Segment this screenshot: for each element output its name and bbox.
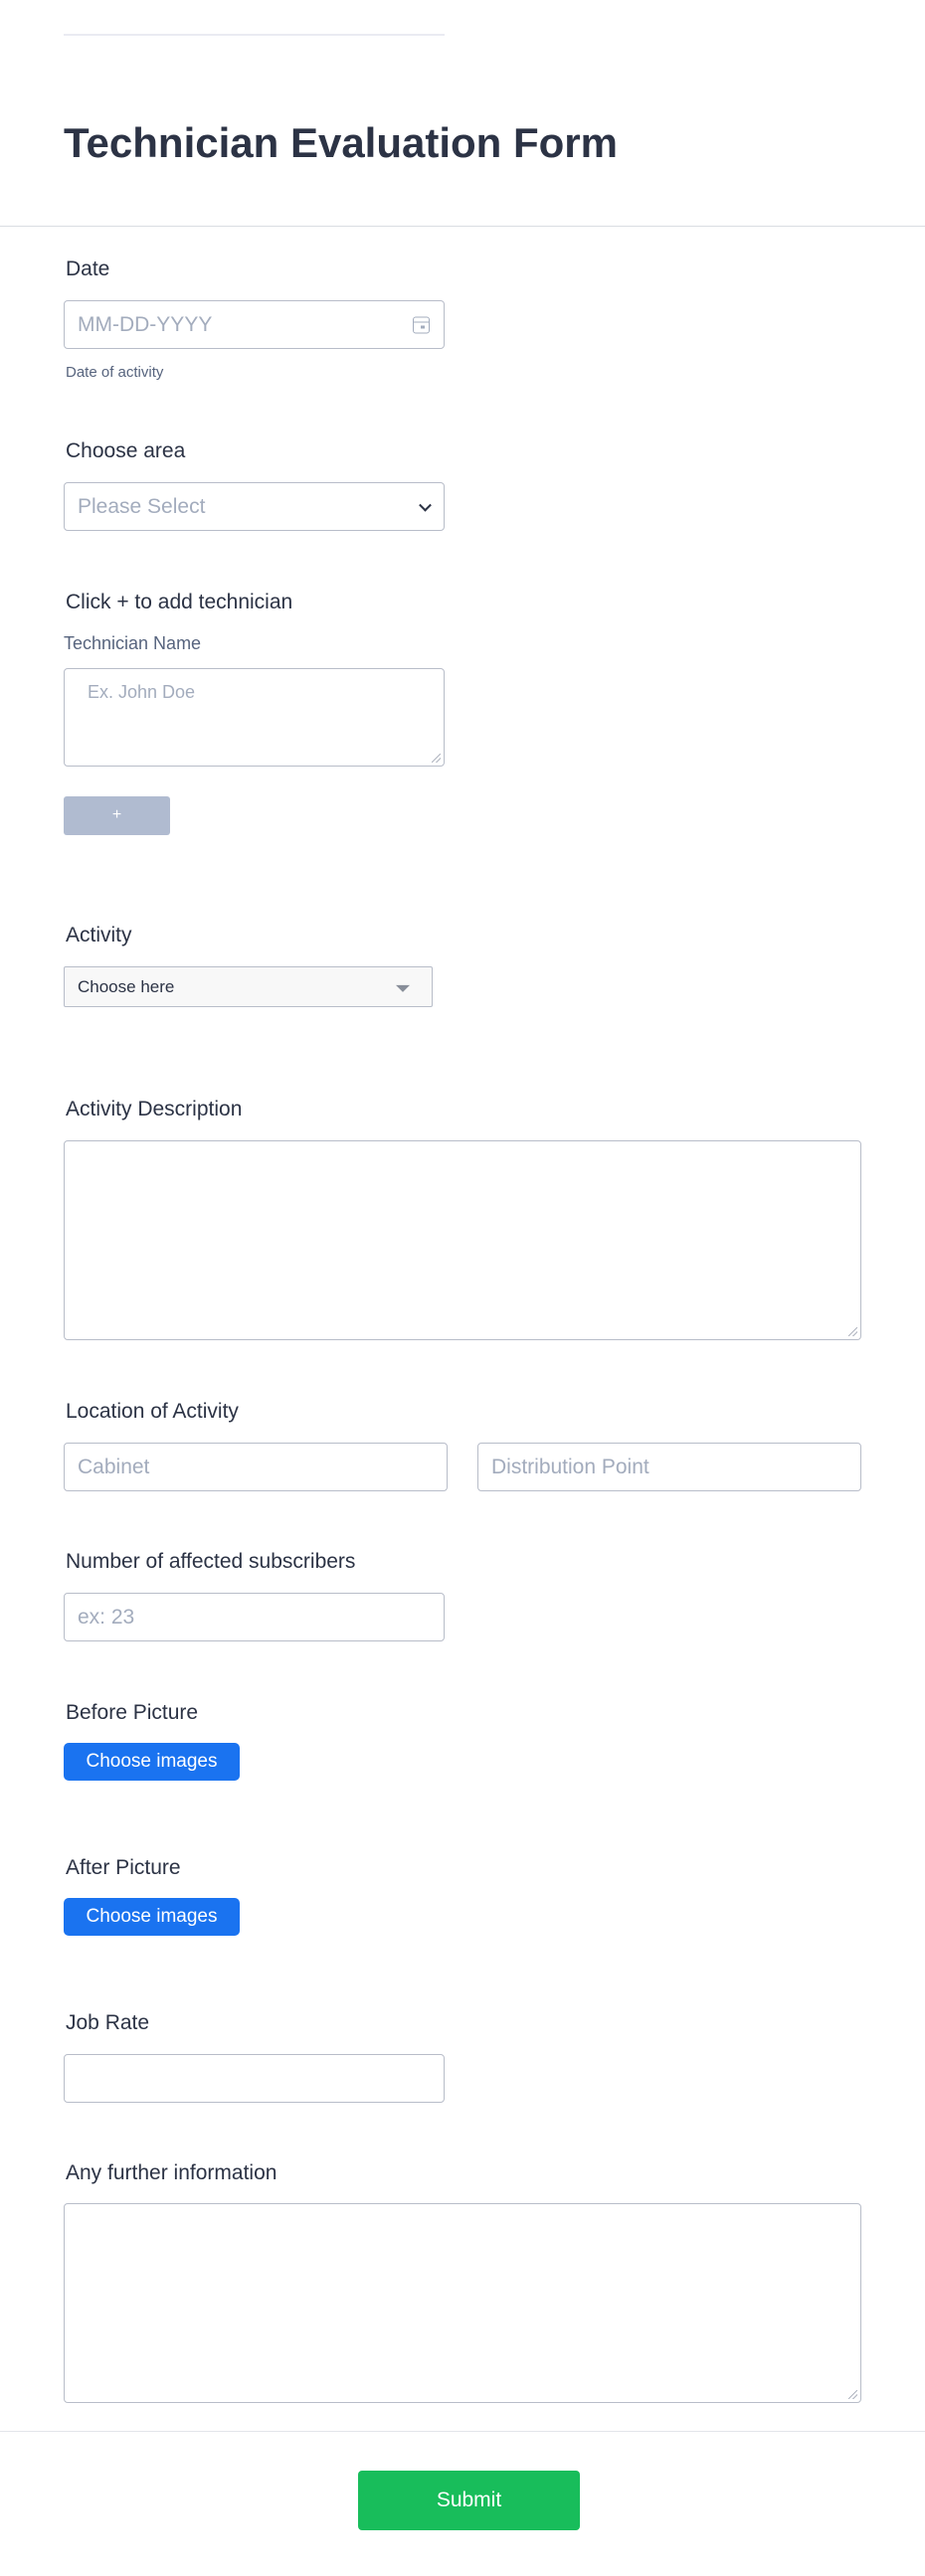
date-placeholder: MM-DD-YYYY bbox=[78, 312, 213, 336]
add-technician-button[interactable]: + bbox=[64, 796, 170, 835]
activity-select[interactable] bbox=[64, 966, 433, 1007]
top-divider bbox=[64, 34, 445, 36]
before-picture-label: Before Picture bbox=[66, 1701, 199, 1724]
resize-handle-icon[interactable] bbox=[432, 754, 441, 763]
form-title: Technician Evaluation Form bbox=[64, 119, 618, 166]
location-label: Location of Activity bbox=[66, 1400, 239, 1423]
job-rate-label: Job Rate bbox=[66, 2011, 150, 2034]
date-label: Date bbox=[66, 258, 110, 280]
subscribers-label: Number of affected subscribers bbox=[66, 1550, 356, 1573]
date-input[interactable] bbox=[64, 300, 445, 349]
activity-label: Activity bbox=[66, 924, 132, 946]
resize-handle-icon[interactable] bbox=[848, 2390, 857, 2399]
technician-name-placeholder: Ex. John Doe bbox=[88, 682, 196, 702]
footer-divider bbox=[0, 2431, 925, 2432]
cabinet-input[interactable] bbox=[64, 1443, 448, 1491]
chevron-down-icon bbox=[419, 498, 432, 511]
resize-handle-icon[interactable] bbox=[848, 1327, 857, 1336]
subscribers-input[interactable] bbox=[64, 1593, 445, 1641]
subscribers-placeholder: ex: 23 bbox=[78, 1605, 135, 1629]
further-info-textarea[interactable] bbox=[64, 2203, 861, 2403]
technician-name-label: Technician Name bbox=[64, 633, 202, 653]
job-rate-input[interactable] bbox=[64, 2054, 445, 2103]
activity-description-textarea[interactable] bbox=[64, 1140, 861, 1340]
activity-selected-value: Choose here bbox=[78, 976, 175, 996]
technician-name-input[interactable] bbox=[64, 668, 445, 767]
cabinet-placeholder: Cabinet bbox=[78, 1455, 150, 1478]
distribution-point-input[interactable] bbox=[477, 1443, 861, 1491]
further-info-label: Any further information bbox=[66, 2161, 278, 2184]
dropdown-arrow-icon bbox=[396, 984, 410, 991]
calendar-icon[interactable] bbox=[413, 316, 430, 333]
header-divider bbox=[0, 226, 925, 227]
area-placeholder: Please Select bbox=[78, 494, 206, 518]
distribution-point-placeholder: Distribution Point bbox=[491, 1455, 649, 1478]
area-label: Choose area bbox=[66, 439, 186, 462]
after-picture-label: After Picture bbox=[66, 1856, 181, 1879]
date-sublabel: Date of activity bbox=[66, 364, 164, 381]
activity-description-label: Activity Description bbox=[66, 1098, 243, 1120]
before-picture-upload-button[interactable]: Choose images bbox=[64, 1743, 240, 1781]
submit-button[interactable]: Submit bbox=[358, 2471, 580, 2530]
area-select[interactable] bbox=[64, 482, 445, 531]
after-picture-upload-button[interactable]: Choose images bbox=[64, 1898, 240, 1936]
technician-section-label: Click + to add technician bbox=[66, 591, 293, 613]
